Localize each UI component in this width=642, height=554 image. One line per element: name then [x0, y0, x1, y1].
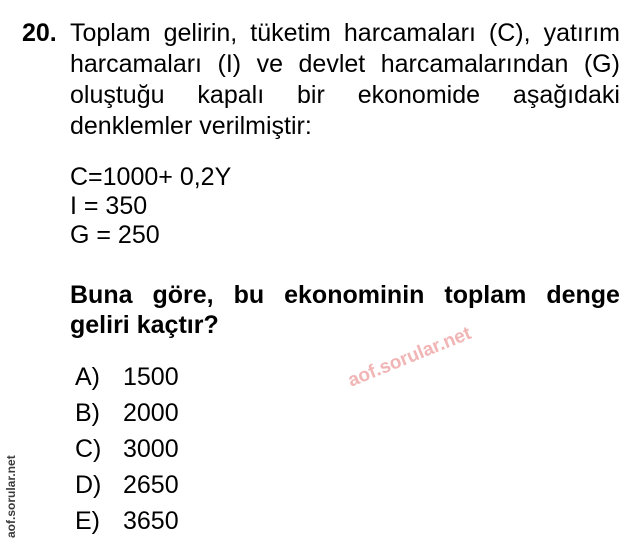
option-letter: B)	[75, 398, 100, 427]
equation-investment: I = 350	[70, 192, 148, 220]
stem-line	[70, 80, 620, 111]
option-value: 3000	[123, 434, 179, 463]
stem-word: Toplam	[70, 19, 151, 47]
prompt-line	[70, 310, 620, 340]
stem-word: denklemler	[70, 112, 193, 140]
prompt-word: bu	[233, 281, 265, 309]
stem-word: kapalı	[197, 81, 265, 109]
stem-word: (I)	[217, 50, 242, 78]
option-letter: C)	[75, 434, 102, 463]
answer-options	[75, 359, 179, 539]
option-value: 1500	[123, 362, 179, 391]
stem-word: harcamalarından	[380, 50, 569, 78]
option-b[interactable]	[75, 395, 179, 431]
prompt-word: denge	[546, 281, 620, 309]
question-prompt	[70, 280, 620, 340]
stem-word: tüketim	[250, 19, 331, 47]
option-c[interactable]	[75, 431, 179, 467]
stem-word: oluştuğu	[70, 81, 165, 109]
stem-word: verilmiştir:	[199, 112, 312, 140]
option-letter: A)	[75, 362, 100, 391]
stem-line	[70, 111, 620, 142]
option-a[interactable]	[75, 359, 179, 395]
stem-word: yatırım	[543, 19, 620, 47]
question-stem	[70, 18, 620, 142]
prompt-word: kaçtır?	[136, 311, 219, 339]
option-d[interactable]	[75, 467, 179, 503]
stem-word: (C),	[488, 19, 531, 47]
option-value: 2650	[123, 470, 179, 499]
stem-word: harcamaları	[343, 19, 476, 47]
stem-word: ve	[256, 50, 284, 78]
stem-word: aşağıdaki	[512, 81, 620, 109]
stem-line	[70, 18, 620, 49]
prompt-word: göre,	[152, 281, 214, 309]
option-value: 3650	[123, 506, 179, 535]
side-watermark: aof.sorular.net	[4, 455, 18, 538]
equations	[70, 163, 231, 250]
question-number: 20.	[22, 19, 57, 47]
option-letter: D)	[75, 470, 102, 499]
stem-word: bir	[297, 81, 325, 109]
equation-government: G = 250	[70, 221, 160, 249]
prompt-word: Buna	[70, 281, 133, 309]
prompt-word: ekonominin	[284, 281, 425, 309]
stem-word: (G)	[583, 50, 620, 78]
option-value: 2000	[123, 398, 179, 427]
stem-word: gelirin,	[163, 19, 238, 47]
option-e[interactable]	[75, 503, 179, 539]
prompt-word: geliri	[70, 311, 130, 339]
option-letter: E)	[75, 506, 100, 535]
stem-line	[70, 49, 620, 80]
stem-word: harcamaları	[70, 50, 202, 78]
stem-word: devlet	[298, 50, 366, 78]
stem-word: ekonomide	[357, 81, 481, 109]
watermark: aof.sorular.net	[345, 322, 475, 392]
prompt-word: toplam	[444, 281, 527, 309]
prompt-line	[70, 280, 620, 310]
equation-consumption: C=1000+ 0,2Y	[70, 163, 232, 191]
